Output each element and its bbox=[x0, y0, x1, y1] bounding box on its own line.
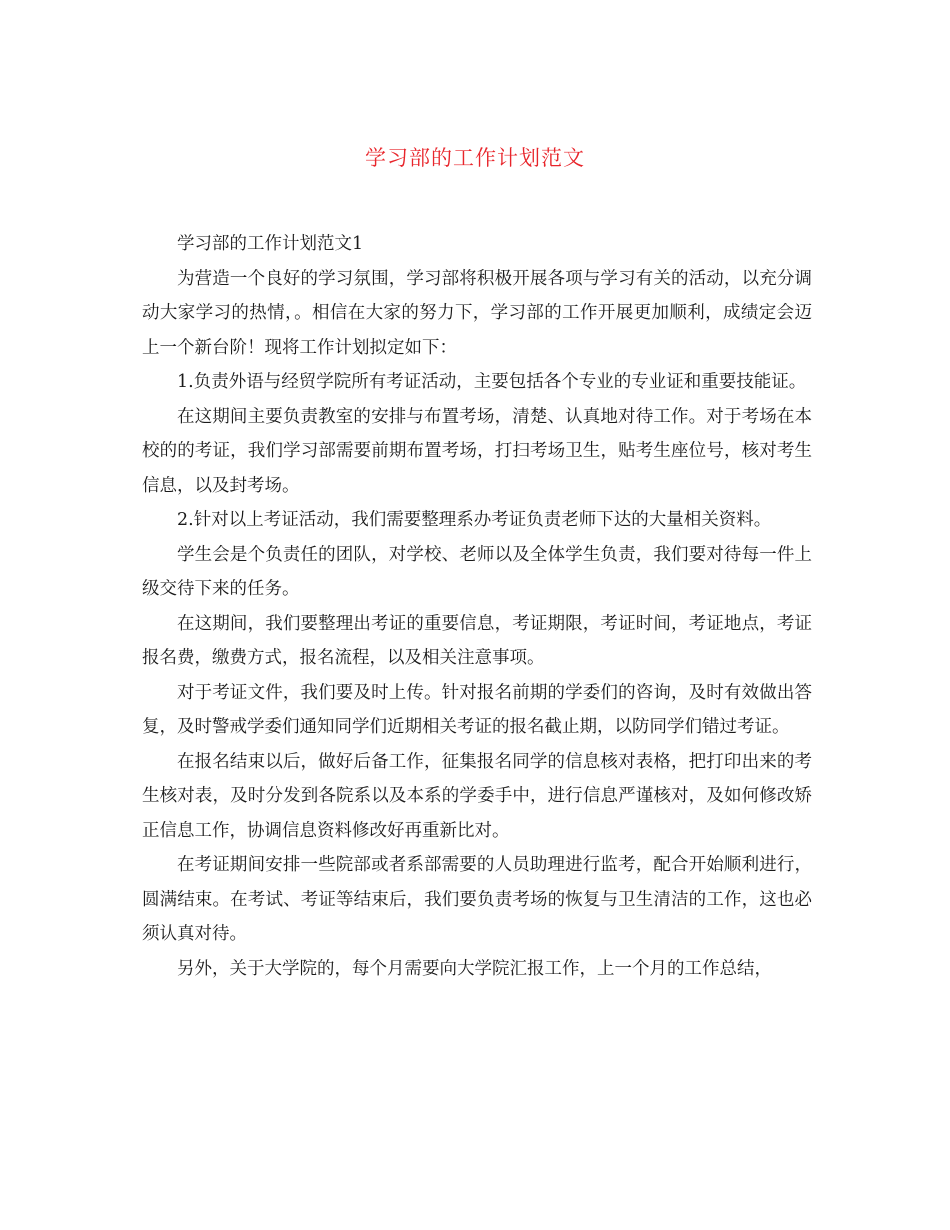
paragraph: 另外，关于大学院的，每个月需要向大学院汇报工作，上一个月的工作总结， bbox=[177, 958, 772, 979]
document-body bbox=[142, 227, 812, 986]
paragraph: 1.负责外语与经贸学院所有考证活动，主要包括各个专业的专业证和重要技能证。 bbox=[177, 372, 807, 392]
paragraph: 在考证期间安排一些院部或者系部需要的人员助理进行监考，配合开始顺利进行，圆满结束。在考试、考证等结束后，我们要负责考场的恢复与卫生清洁的工作，这也必须认真对待。 bbox=[142, 855, 812, 944]
paragraph: 对于考证文件，我们要及时上传。针对报名前期的学委们的咨询，及时有效做出答复，及时警戒学委们通知同学们近期相关考证的报名截止期，以防同学们错过考证。 bbox=[142, 682, 812, 737]
paragraph: 在报名结束以后，做好后备工作，征集报名同学的信息核对表格，把打印出来的考生核对表，及时分发到各院系以及本系的学委手中，进行信息严谨核对，及如何修改矫正信息工作，协调信息资料修改好再重新比对。 bbox=[142, 751, 812, 841]
paragraph: 在这期间主要负责教室的安排与布置考场，清楚、认真地对待工作。对于考场在本校的的考证，我们学习部需要前期布置考场，打扫考场卫生，贴考生座位号，核对考生信息，以及封考场。 bbox=[142, 406, 812, 496]
paragraph: 为营造一个良好的学习氛围，学习部将积极开展各项与学习有关的活动，以充分调动大家学习的热情，。相信在大家的努力下，学习部的工作开展更加顺利，成绩定会迈上一个新台阶！现将工作计划拟定如下： bbox=[142, 268, 812, 358]
paragraph: 学生会是个负责任的团队，对学校、老师以及全体学生负责，我们要对待每一件上级交待下来的任务。 bbox=[142, 544, 812, 599]
section-heading: 学习部的工作计划范文1 bbox=[177, 234, 364, 254]
paragraph: 在这期间，我们要整理出考证的重要信息，考证期限，考证时间，考证地点，考证报名费，缴费方式，报名流程，以及相关注意事项。 bbox=[142, 613, 812, 668]
paragraph: 2.针对以上考证活动，我们需要整理系办考证负责老师下达的大量相关资料。 bbox=[177, 510, 772, 530]
document-title: 学习部的工作计划范文 bbox=[365, 146, 585, 170]
